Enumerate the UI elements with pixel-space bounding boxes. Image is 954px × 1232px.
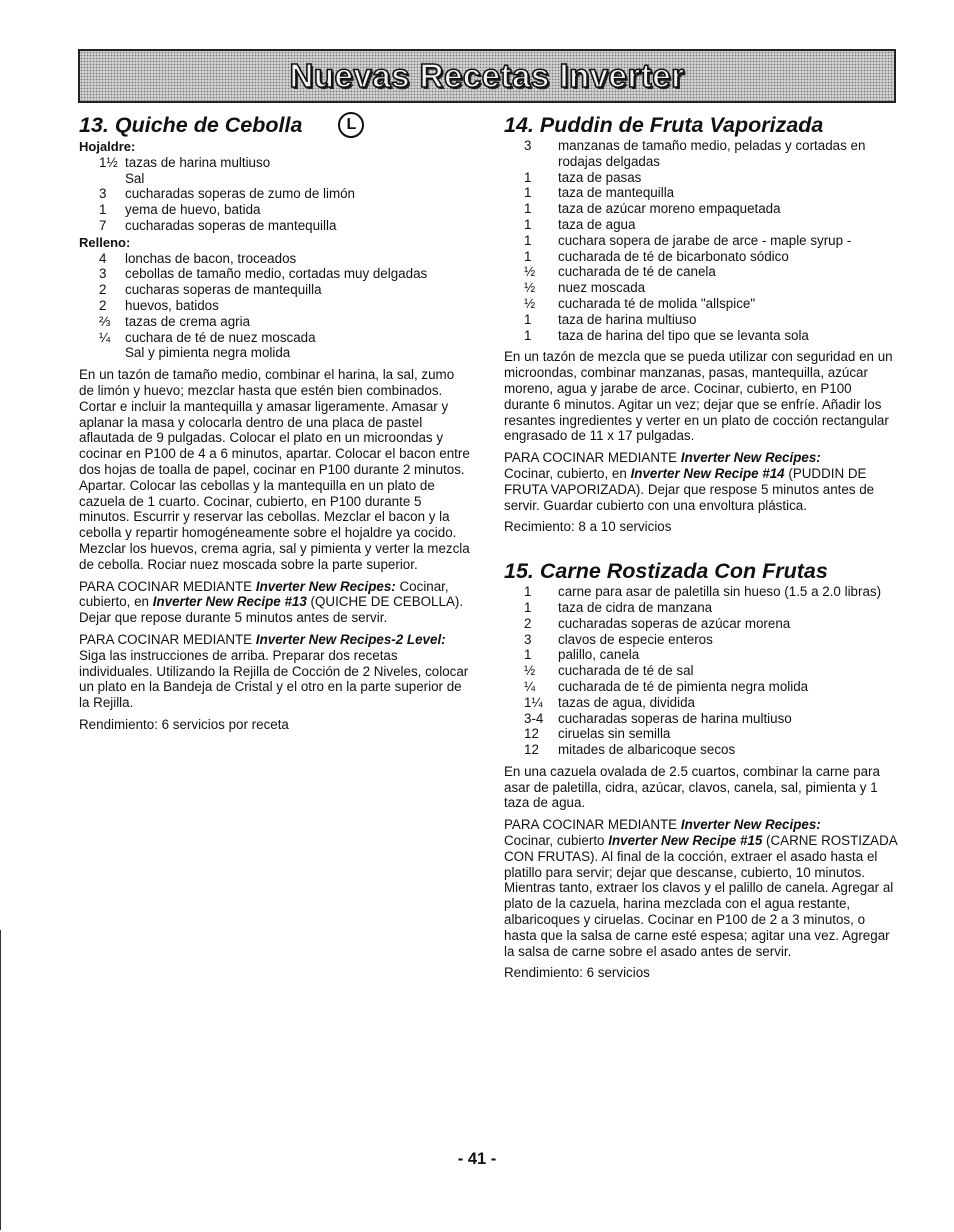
- ingredient-row: [504, 584, 898, 600]
- ingredient-text: huevos, batidos: [125, 297, 219, 313]
- ingredient-text: nuez moscada: [558, 280, 646, 296]
- clock-icon: L: [338, 112, 364, 138]
- recipe-14-title: 14. Puddin de Fruta Vaporizada: [504, 113, 824, 137]
- ingredient-row: [79, 282, 471, 298]
- ingredient-row: [504, 217, 898, 233]
- ingredient-text: yema de huevo, batida: [125, 202, 261, 218]
- ingredient-text: taza de agua: [558, 216, 636, 232]
- recipe-15-title: 15. Carne Rostizada Con Frutas: [504, 559, 828, 584]
- cook-mode: Inverter New Recipes-2 Level:: [255, 631, 446, 647]
- ingredient-quantity: ⅔: [99, 313, 111, 329]
- ingredient-row: [504, 695, 898, 711]
- ingredient-quantity: 1: [524, 232, 532, 248]
- ingredient-text: ciruelas sin semilla: [558, 726, 671, 742]
- ingredient-quantity: 1: [524, 599, 532, 615]
- ingredient-quantity: 3: [99, 186, 107, 202]
- recipe-13-two-level-instructions: [79, 632, 471, 711]
- ingredient-text: clavos de especie enteros: [558, 631, 713, 647]
- ingredient-row: [79, 345, 471, 361]
- ingredient-text: manzanas de tamaño medio, peladas y cortadas en rodajas delgadas: [558, 138, 866, 169]
- cook-text: Siga las instrucciones de arriba. Preparar dos recetas individuales. Utilizando la Rejilla de Cocción de 2 Niveles, colocar un plato en la Bandeja de Cristal y el otro en la parte superior de la Rejilla.: [79, 647, 469, 711]
- crust-heading: Hojaldre:: [79, 139, 136, 154]
- ingredient-row: [504, 647, 898, 663]
- ingredient-quantity: 2: [524, 615, 532, 631]
- recipe-15-ingredient-list: [504, 584, 898, 758]
- cook-text: Cocinar, cubierto, en: [79, 578, 449, 610]
- recipe-15-yield: Rendimiento: 6 servicios: [504, 965, 650, 981]
- cook-text: (PUDDIN DE FRUTA VAPORIZADA). Dejar que respose 5 minutos antes de servir. Guardar cubierto con una envoltura plástica.: [504, 465, 875, 513]
- ingredient-text: cucharadas soperas de harina multiuso: [558, 710, 792, 726]
- cook-recipe-ref: Inverter New Recipe #14: [630, 465, 785, 481]
- ingredient-quantity: 1: [524, 327, 532, 343]
- ingredient-row: [504, 280, 898, 296]
- ingredient-row: [504, 170, 898, 186]
- ingredient-text: lonchas de bacon, troceados: [125, 250, 297, 266]
- ingredient-row: [79, 314, 471, 330]
- ingredient-row: [79, 266, 471, 282]
- ingredient-row: [504, 679, 898, 695]
- ingredient-quantity: 3: [99, 266, 107, 282]
- ingredient-row: [79, 171, 471, 187]
- ingredient-text: cucharadas soperas de azúcar morena: [558, 615, 791, 631]
- ingredient-row: [504, 201, 898, 217]
- ingredient-text: tazas de crema agria: [125, 313, 251, 329]
- cook-recipe-ref: Inverter New Recipe #13: [152, 594, 307, 610]
- recipe-13-yield: Rendimiento: 6 servicios por receta: [79, 716, 289, 732]
- filling-heading: Relleno:: [79, 234, 131, 250]
- ingredient-row: [504, 138, 898, 170]
- recipe-14-instructions: En un tazón de mezcla que se pueda utilizar con seguridad en un microondas, combinar manzanas, pasas, mantequilla, azúcar moreno, agua y jarabe de arce. Cocinar, cubierto, en P100 durante 6 minutos. Agitar un vez; dejar que se enfríe. Añadir los resantes ingredientes y verter en un plato de cocción rectangular engrasado de 11 x 17 pulgadas.: [504, 349, 893, 444]
- ingredient-quantity: 1½: [99, 154, 118, 170]
- ingredient-quantity: 1: [524, 216, 532, 232]
- ingredient-row: [504, 711, 898, 727]
- ingredient-quantity: 12: [524, 726, 539, 742]
- ingredient-quantity: [79, 171, 125, 187]
- ingredient-text: Sal y pimienta negra molida: [125, 345, 291, 361]
- ingredient-quantity: ½: [524, 264, 536, 280]
- recipe-13-title: 13. Quiche de Cebolla: [79, 113, 303, 137]
- ingredient-text: cucharas soperas de mantequilla: [125, 282, 322, 298]
- ingredient-quantity: 7: [99, 217, 107, 233]
- ingredient-row: [504, 632, 898, 648]
- header-banner: [78, 49, 896, 103]
- recipe-13-header: [79, 112, 471, 138]
- recipe-13-cook-instructions: [79, 579, 471, 626]
- cook-recipe-ref: Inverter New Recipe #15: [608, 833, 763, 849]
- ingredient-quantity: 1: [524, 647, 532, 663]
- cook-text: Cocinar, cubierto: [504, 833, 605, 849]
- ingredient-text: cucharada de té de pimienta negra molida: [558, 678, 809, 694]
- ingredient-text: cuchara sopera de jarabe de arce - maple syrup -: [558, 232, 852, 248]
- filling-ingredient-list: [79, 251, 471, 362]
- ingredient-quantity: 12: [524, 742, 539, 758]
- ingredient-row: [79, 330, 471, 346]
- recipe-15-instructions: En una cazuela ovalada de 2.5 cuartos, combinar la carne para asar de paletilla, cidra, azúcar, clavos, canela, sal, pimienta y 1 taza de agua.: [504, 763, 880, 811]
- ingredient-row: [504, 600, 898, 616]
- cook-text: (QUICHE DE CEBOLLA). Dejar que repose durante 5 minutos antes de servir.: [79, 594, 464, 626]
- ingredient-text: Sal: [125, 170, 145, 186]
- ingredient-text: cucharada de té de canela: [558, 264, 716, 280]
- ingredient-quantity: 1: [524, 584, 532, 600]
- page-title: Nuevas Recetas Inverter: [289, 57, 685, 94]
- recipe-15-cook-instructions: [504, 817, 898, 959]
- ingredient-text: cucharada de té de bicarbonato sódico: [558, 248, 789, 264]
- ingredient-quantity: ½: [524, 280, 536, 296]
- ingredient-row: [504, 663, 898, 679]
- ingredient-text: tazas de harina multiuso: [125, 154, 271, 170]
- ingredient-text: taza de pasas: [558, 169, 642, 185]
- cook-lead: PARA COCINAR MEDIANTE: [504, 817, 678, 833]
- ingredient-row: [504, 726, 898, 742]
- ingredient-row: [504, 312, 898, 328]
- cook-lead: PARA COCINAR MEDIANTE: [79, 578, 253, 594]
- ingredient-text: mitades de albaricoque secos: [558, 742, 736, 758]
- ingredient-text: cucharada té de molida "allspice": [558, 295, 756, 311]
- ingredient-text: cucharadas soperas de mantequilla: [125, 217, 337, 233]
- ingredient-row: [504, 249, 898, 265]
- ingredient-row: [79, 251, 471, 267]
- cook-text: Cocinar, cubierto, en: [504, 465, 627, 481]
- recipe-13-instructions: En un tazón de tamaño medio, combinar el harina, la sal, zumo de limón y huevo; mezclar hasta que estén bien combinados. Cortar e incluir la mantequilla y amasar ligeramente. Amasar y aplanar la masa y colocarla dentro de una placa de pastel aflautada de 9 pulgadas. Colocar el plato en un microondas y cocinar en P100 de 4 a 6 minutos, apartar. Colocar el bacon entre dos hojas de toalla de papel, cocinar en P100 durante 2 minutos. Apartar. Colocar las cebollas y la mantequilla en un plato de cazuela de 1 cuarto. Cocinar, cubierto, en P100 durante 5 minutos. Escurrir y reservar las cebollas. Mezclar el bacon y la cebolla y repartir homogéneamente sobre el hojaldre ya cocido. Mezclar los huevos, crema agria, sal y pimienta y verter la mezcla de cebolla. Rociar nuez moscada sobre la parte superior.: [79, 367, 470, 572]
- ingredient-quantity: 1¼: [524, 694, 543, 710]
- ingredient-row: [504, 742, 898, 758]
- ingredient-row: [504, 264, 898, 280]
- ingredient-text: cucharada de té de sal: [558, 663, 694, 679]
- ingredient-text: taza de cidra de manzana: [558, 599, 713, 615]
- recipe-14-ingredient-list: [504, 138, 898, 343]
- ingredient-row: [504, 616, 898, 632]
- ingredient-text: taza de harina del tipo que se levanta sola: [558, 327, 809, 343]
- ingredient-text: taza de harina multiuso: [558, 311, 697, 327]
- cook-mode: Inverter New Recipes:: [255, 578, 396, 594]
- ingredient-text: carne para asar de paletilla sin hueso (1.5 a 2.0 libras): [558, 584, 882, 600]
- recipe-14-cook-instructions: [504, 450, 898, 513]
- ingredient-quantity: 3: [524, 631, 532, 647]
- recipe-14-yield: Recimiento: 8 a 10 servicios: [504, 519, 672, 535]
- ingredient-text: tazas de agua, dividida: [558, 694, 695, 710]
- cook-mode: Inverter New Recipes:: [680, 450, 821, 466]
- ingredient-quantity: ¼: [99, 329, 111, 345]
- cook-lead: PARA COCINAR MEDIANTE: [504, 450, 678, 466]
- ingredient-row: [79, 202, 471, 218]
- ingredient-row: [504, 233, 898, 249]
- cook-lead: PARA COCINAR MEDIANTE: [79, 631, 253, 647]
- ingredient-text: taza de azúcar moreno empaquetada: [558, 201, 781, 217]
- ingredient-row: [79, 218, 471, 234]
- ingredient-text: cebollas de tamaño medio, cortadas muy delgadas: [125, 266, 428, 282]
- ingredient-row: [79, 298, 471, 314]
- ingredient-quantity: 1: [99, 202, 107, 218]
- cook-mode: Inverter New Recipes:: [680, 817, 821, 833]
- ingredient-text: cucharadas soperas de zumo de limón: [125, 186, 356, 202]
- crust-ingredient-list: [79, 155, 471, 234]
- cook-text: (CARNE ROSTIZADA CON FRUTAS). Al final de la cocción, extraer el asado hasta el platillo para servir; dejar que descanse, cubierto, 10 minutos. Mientras tanto, extraer los clavos y el palillo de canela. Agregar al plato de la cazuela, harina mezclada con el agua restante, albaricoques y ciruelas. Cocinar en P100 de 2 a 3 minutos, o hasta que la salsa de carne esté espesa; agitar una vez. Agregar la salsa de carne sobre el asado antes de servir.: [504, 833, 897, 959]
- ingredient-row: [504, 185, 898, 201]
- ingredient-quantity: 2: [99, 297, 107, 313]
- ingredient-quantity: 1: [524, 201, 532, 217]
- ingredient-quantity: 3-4: [524, 710, 544, 726]
- ingredient-quantity: 4: [99, 250, 107, 266]
- ingredient-text: taza de mantequilla: [558, 185, 675, 201]
- ingredient-quantity: 1: [524, 248, 532, 264]
- ingredient-quantity: 3: [524, 138, 532, 153]
- ingredient-row: [504, 328, 898, 344]
- ingredient-row: [504, 296, 898, 312]
- ingredient-quantity: 2: [99, 282, 107, 298]
- ingredient-row: [79, 155, 471, 171]
- ingredient-quantity: [79, 345, 125, 361]
- right-column: [504, 112, 898, 981]
- ingredient-text: cuchara de té de nuez moscada: [125, 329, 316, 345]
- left-column: [79, 112, 471, 733]
- ingredient-quantity: ¼: [524, 678, 536, 694]
- ingredient-quantity: ½: [524, 295, 536, 311]
- ingredient-row: [79, 186, 471, 202]
- ingredient-text: palillo, canela: [558, 647, 640, 663]
- ingredient-quantity: 1: [524, 169, 532, 185]
- page-number: - 41 -: [457, 1150, 497, 1168]
- scan-edge-line: [0, 930, 1, 1230]
- ingredient-quantity: 1: [524, 311, 532, 327]
- ingredient-quantity: ½: [524, 663, 536, 679]
- ingredient-quantity: 1: [524, 185, 532, 201]
